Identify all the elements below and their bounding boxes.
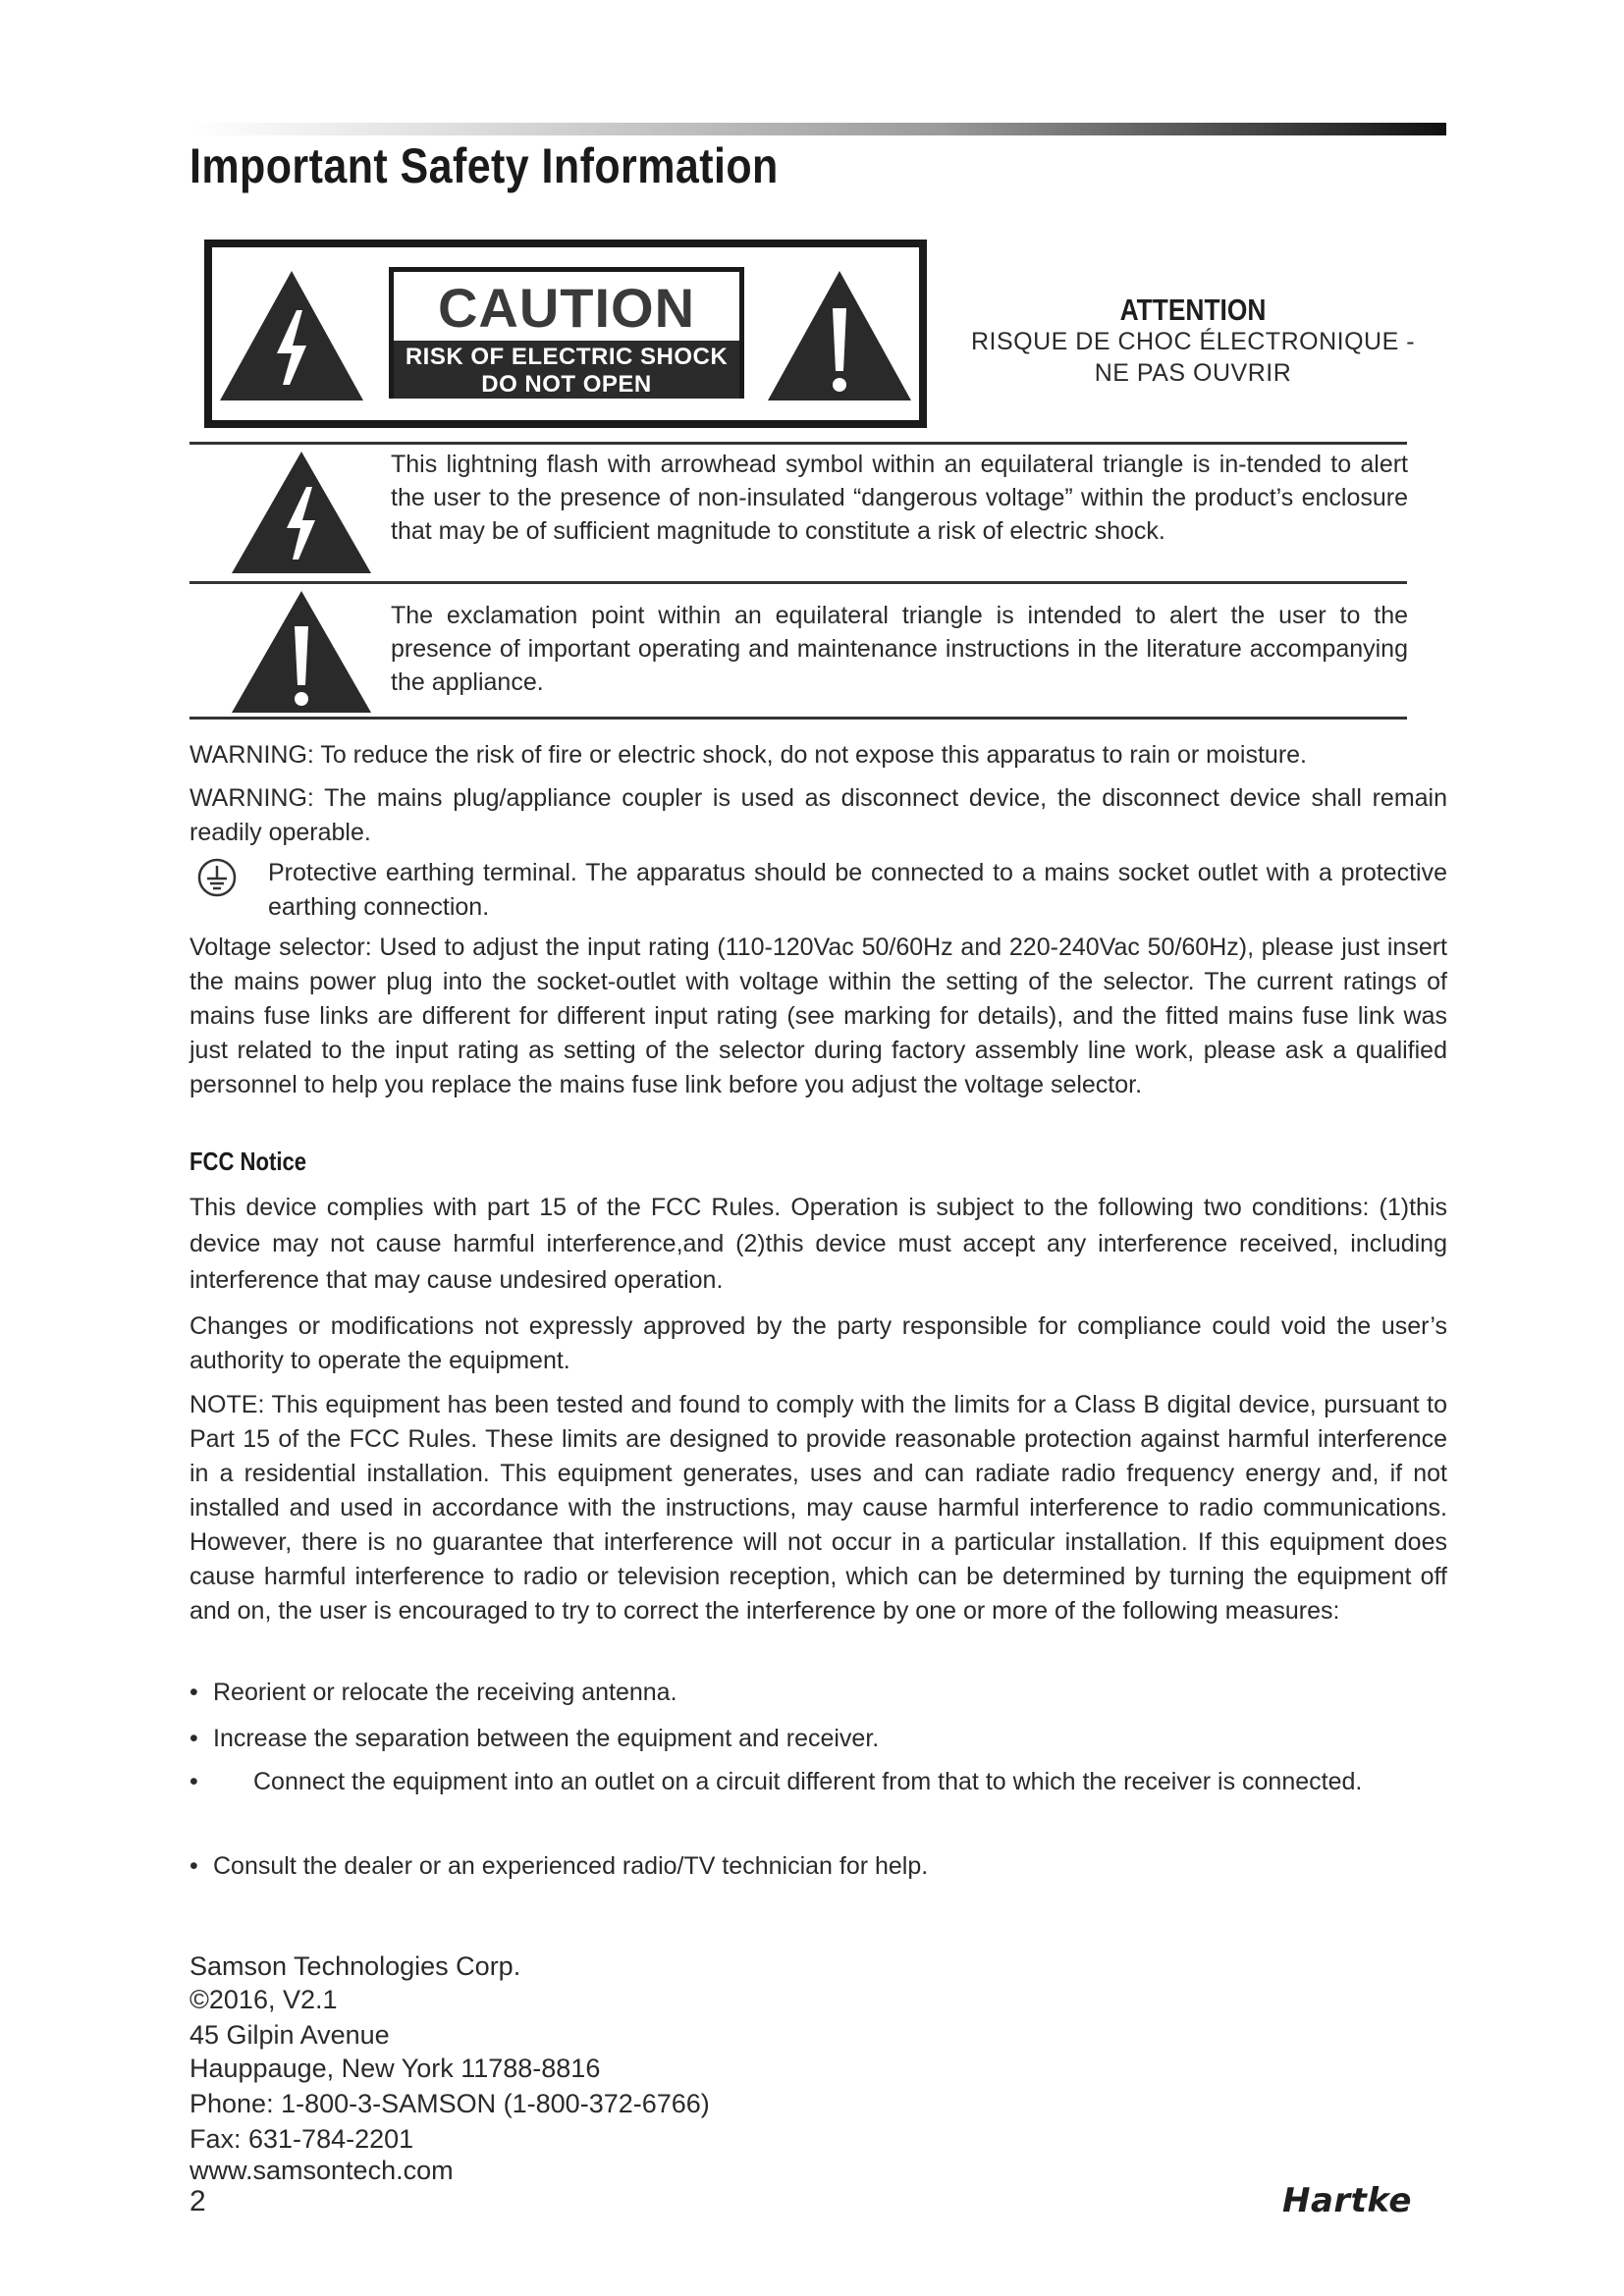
caution-box bbox=[204, 240, 927, 428]
list-item-text: Connect the equipment into an outlet on a circuit different from that to which the receiver is connected. bbox=[253, 1768, 1363, 1795]
footer-company: Samson Technologies Corp. bbox=[189, 1951, 521, 1981]
caution-line-2: DO NOT OPEN bbox=[481, 371, 652, 398]
attention-line-1: RISQUE DE CHOC ÉLECTRONIQUE - bbox=[970, 328, 1416, 355]
header-gradient-bar bbox=[189, 123, 1446, 135]
attention-line-2: NE PAS OUVRIR bbox=[1094, 359, 1292, 387]
warning-rain: WARNING: To reduce the risk of fire or electric shock, do not expose this apparatus to rain or moisture. bbox=[189, 741, 1307, 769]
fcc-note: NOTE: This equipment has been tested and found to comply with the limits for a Class B digital device, pursuant to Part 15 of the FCC Rules. These limits are designed to provide reasonable protection against harmful interference in a residential installation. This equipment generates, uses and can radiate radio frequency energy and, if not installed and used in accordance with the instructions, may cause harmful interference to radio communications. However, there is no guarantee that interference will not occur in a particular installation. If this equipment does cause harmful interference to radio or television reception, which can be determined by turning the equipment off and on, the user is encouraged to try to correct the interference by one or more of the following measures: bbox=[189, 1391, 1447, 1625]
footer-website: www.samsontech.com bbox=[189, 2156, 454, 2185]
footer-copyright: ©2016, V2.1 bbox=[189, 1985, 338, 2014]
caution-line-1: RISK OF ELECTRIC SHOCK bbox=[405, 344, 729, 370]
page-title: Important Safety Information bbox=[189, 138, 779, 193]
lightning-symbol-text: This lightning flash with arrowhead symbol within an equilateral triangle is in-tended to alert the user to the presence of non-insulated “dangerous voltage” within the product’s enclosure that may be of sufficient magnitude to constitute a risk of electric shock. bbox=[391, 451, 1408, 545]
divider-middle bbox=[189, 581, 1407, 584]
footer-fax: Fax: 631-784-2201 bbox=[189, 2124, 414, 2154]
list-item-text: Reorient or relocate the receiving antenna. bbox=[213, 1679, 677, 1706]
footer-street: 45 Gilpin Avenue bbox=[189, 2020, 390, 2050]
caution-label bbox=[389, 267, 744, 399]
bullet-icon: • bbox=[189, 1852, 198, 1880]
lightning-triangle-icon bbox=[230, 450, 373, 575]
exclamation-symbol-text: The exclamation point within an equilateral triangle is intended to alert the user to the presence of important operating and maintenance instructions in the literature accompanying the appliance. bbox=[391, 602, 1408, 696]
exclamation-triangle-icon bbox=[230, 589, 373, 715]
brand-logo: Hartke bbox=[1282, 2181, 1412, 2220]
caution-band bbox=[394, 341, 739, 399]
earthing-text: Protective earthing terminal. The apparatus should be connected to a mains socket outlet with a protective earthing connection. bbox=[268, 859, 1447, 921]
fcc-heading: FCC Notice bbox=[189, 1147, 307, 1176]
exclamation-triangle-icon bbox=[766, 269, 913, 402]
list-item-text: Consult the dealer or an experienced radio/TV technician for help. bbox=[213, 1852, 929, 1880]
protective-earth-icon bbox=[196, 857, 238, 898]
bullet-icon: • bbox=[189, 1679, 198, 1706]
attention-title: ATTENTION bbox=[1119, 293, 1267, 327]
bullet-icon: • bbox=[189, 1768, 198, 1795]
warning-disconnect: WARNING: The mains plug/appliance coupler is used as disconnect device, the disconnect device shall remain readily operable. bbox=[189, 784, 1447, 846]
lightning-triangle-icon bbox=[218, 269, 365, 402]
page-number: 2 bbox=[189, 2185, 206, 2217]
caution-word: CAUTION bbox=[437, 277, 696, 339]
voltage-selector-text: Voltage selector: Used to adjust the input rating (110-120Vac 50/60Hz and 220-240Vac 50/60Hz), please just insert the mains power plug into the socket-outlet with voltage within the setting of the selector. The current ratings of mains fuse links are different for different input rating (see marking for details), and the fitted mains fuse link was just related to the input rating as setting of the selector during factory assembly line work, please ask a qualified personnel to help you replace the mains fuse link before you adjust the voltage selector. bbox=[189, 934, 1447, 1098]
fcc-paragraph-2: Changes or modifications not expressly approved by the party responsible for compliance could void the user’s authority to operate the equipment. bbox=[189, 1312, 1447, 1374]
list-item-text: Increase the separation between the equipment and receiver. bbox=[213, 1725, 880, 1752]
divider-top bbox=[189, 442, 1407, 445]
bullet-icon: • bbox=[189, 1725, 198, 1752]
footer-city: Hauppauge, New York 11788-8816 bbox=[189, 2054, 601, 2083]
fcc-paragraph-1: This device complies with part 15 of the FCC Rules. Operation is subject to the following two conditions: (1)this device may not cause harmful interference,and (2)this device must accept any interference received, including interference that may cause undesired operation. bbox=[189, 1194, 1447, 1294]
attention-block bbox=[943, 294, 1443, 389]
divider-bottom bbox=[189, 717, 1407, 720]
footer-phone: Phone: 1-800-3-SAMSON (1-800-372-6766) bbox=[189, 2089, 710, 2118]
